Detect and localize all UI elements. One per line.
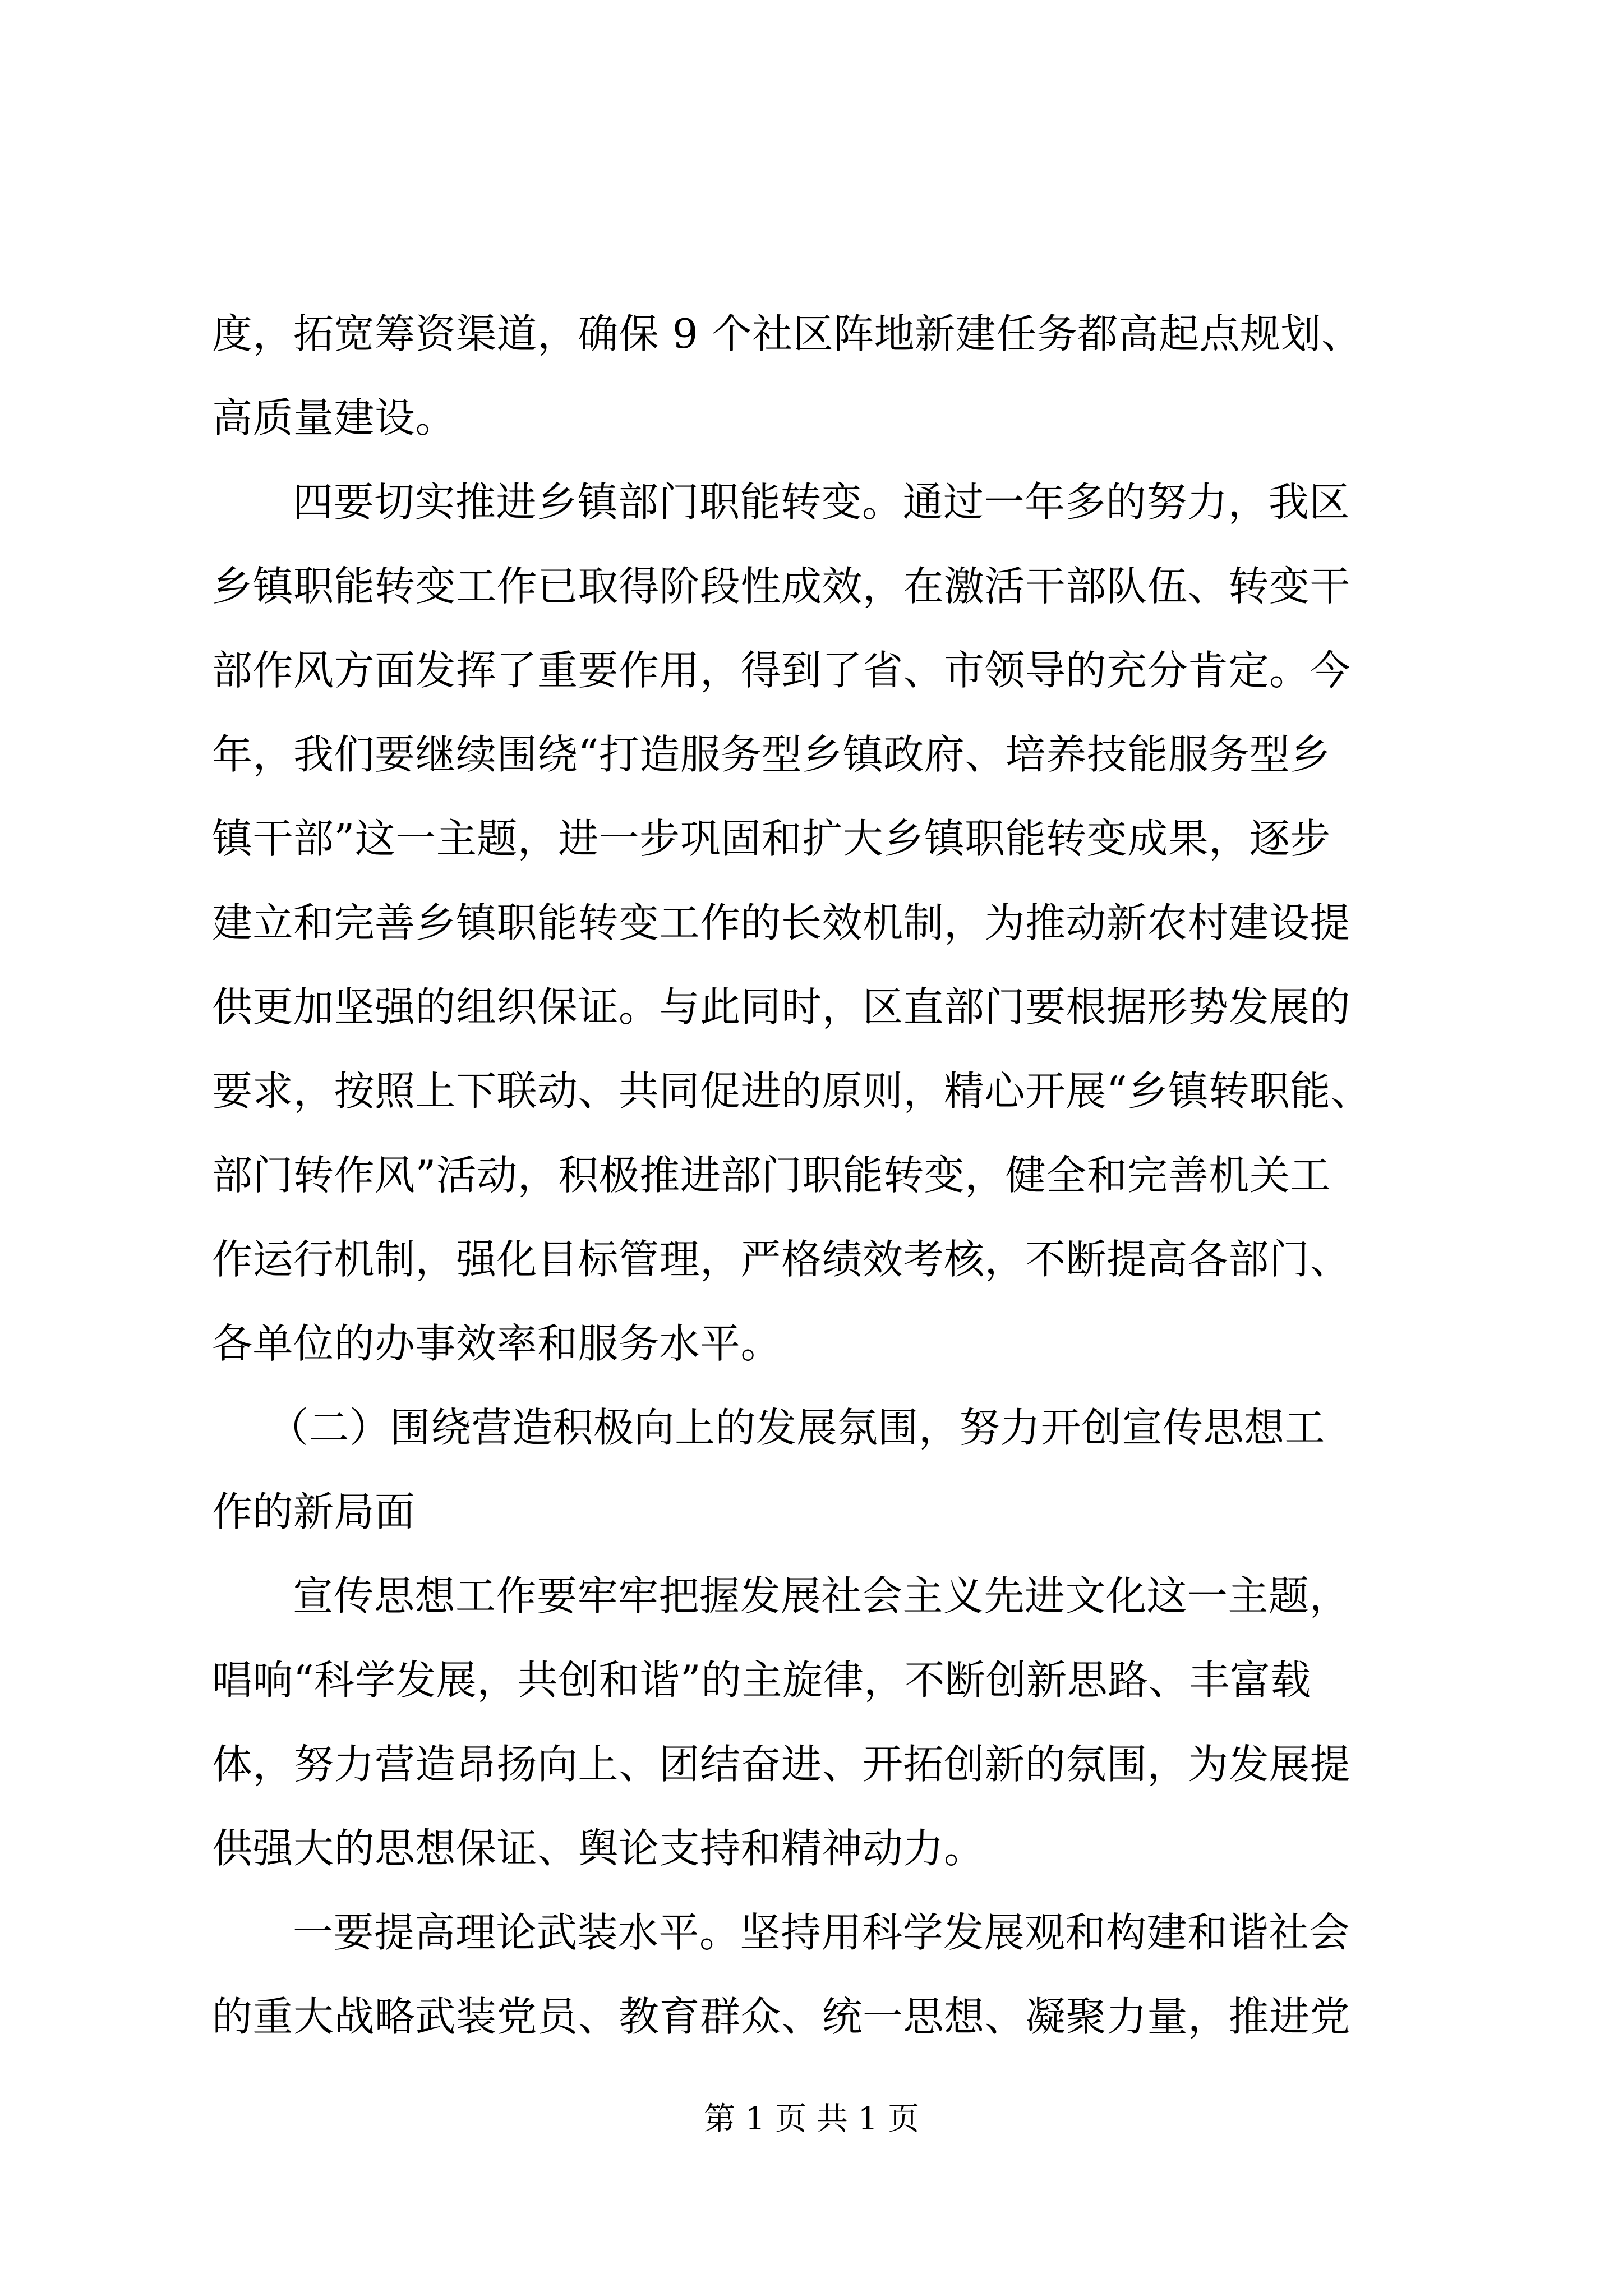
section-heading-cont: 作的新局面 [212, 1488, 416, 1535]
paragraph-start-line: 宣传思想工作要牢牢把握发展社会主义先进文化这一主题， [293, 1572, 1350, 1619]
text-line: 镇干部”这一主题，进一步巩固和扩大乡镇职能转变成果，逐步 [212, 815, 1331, 862]
text-line: 唱响“科学发展，共创和谐”的主旋律，不断创新思路、丰富载 [212, 1657, 1311, 1704]
text-line: 度，拓宽筹资渠道，确保 9 个社区阵地新建任务都高起点规划、 [212, 310, 1362, 357]
text-line: 年，我们要继续围绕“打造服务型乡镇政府、培养技能服务型乡 [212, 731, 1331, 778]
text-line: 部门转作风”活动，积极推进部门职能转变，健全和完善机关工 [212, 1152, 1331, 1199]
page-number-footer: 第 1 页 共 1 页 [703, 2101, 920, 2137]
text-line: 要求，按照上下联动、共同促进的原则，精心开展“乡镇转职能、 [212, 1068, 1372, 1115]
paragraph-start-line: 四要切实推进乡镇部门职能转变。通过一年多的努力，我区 [293, 478, 1350, 526]
paragraph-start-line: 一要提高理论武装水平。坚持用科学发展观和构建和谐社会 [293, 1909, 1350, 1956]
text-line: 的重大战略武装党员、教育群众、统一思想、凝聚力量，推进党 [212, 1993, 1351, 2040]
text-line: 各单位的办事效率和服务水平。 [212, 1320, 782, 1367]
text-line: 高质量建设。 [212, 394, 457, 441]
text-line: 供强大的思想保证、舆论支持和精神动力。 [212, 1825, 985, 1872]
text-line: 建立和完善乡镇职能转变工作的长效机制，为推动新农村建设提 [212, 899, 1351, 946]
text-line: 部作风方面发挥了重要作用，得到了省、市领导的充分肯定。今 [212, 647, 1351, 694]
text-line: 作运行机制，强化目标管理，严格绩效考核，不断提高各部门、 [212, 1236, 1351, 1283]
text-line: 供更加坚强的组织保证。与此同时，区直部门要根据形势发展的 [212, 983, 1351, 1030]
section-heading: （二）围绕营造积极向上的发展氛围，努力开创宣传思想工 [268, 1404, 1326, 1451]
text-line: 体，努力营造昂扬向上、团结奋进、开拓创新的氛围，为发展提 [212, 1741, 1351, 1788]
text-line: 乡镇职能转变工作已取得阶段性成效，在激活干部队伍、转变干 [212, 563, 1351, 610]
